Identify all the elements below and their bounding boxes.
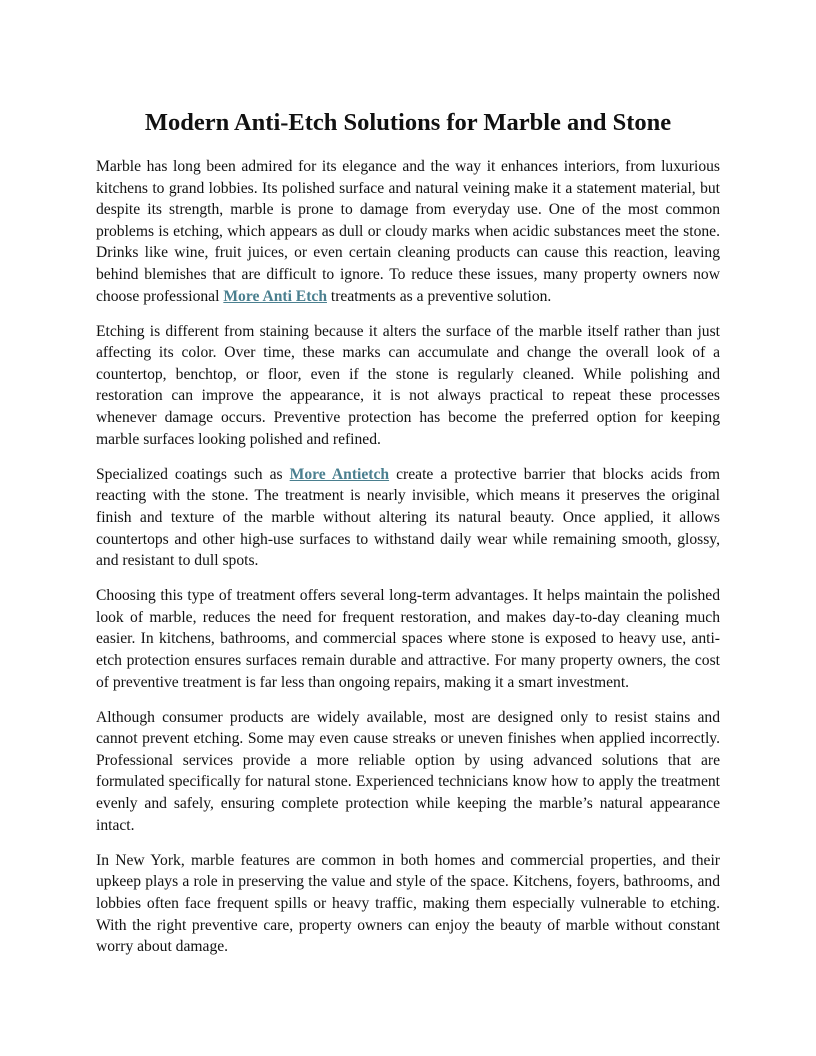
paragraph-text: Marble has long been admired for its elegance and the way it enhances interiors, from luxurious kitchens to grand lobbies. Its polished surface and natural veining make it a statement material, but despite its strength, marble is prone to damage from everyday use. One of the most common problems is etching, which appears as dull or cloudy marks when acidic substances meet the stone. Drinks like wine, fruit juices, or even certain cleaning products can cause this reaction, leaving behind blemishes that are difficult to ignore. To reduce these issues, many property owners now choose professional [96, 158, 720, 305]
paragraph-5: Although consumer products are widely available, most are designed only to resist stains and cannot prevent etching. Some may even cause streaks or uneven finishes when applied incorrectly. Professional services provide a more reliable option by using advanced solutions that are formulated specifically for natural stone. Experienced technicians know how to apply the treatment evenly and safely, ensuring complete protection while keeping the marble’s natural appearance intact. [96, 708, 720, 834]
paragraph-3 [96, 464, 720, 572]
document-page [96, 108, 720, 971]
more-anti-etch-link[interactable]: More Anti Etch [223, 287, 327, 305]
paragraph-6: In New York, marble features are common in both homes and commercial properties, and their upkeep plays a role in preserving the value and style of the space. Kitchens, foyers, bathrooms, and lobbies often face frequent spills or heavy traffic, making them especially vulnerable to etching. With the right preventive care, property owners can enjoy the beauty of marble without constant worry about damage. [96, 851, 720, 956]
paragraph-4: Choosing this type of treatment offers several long-term advantages. It helps maintain the polished look of marble, reduces the need for frequent restoration, and makes day-to-day cleaning much easier. In kitchens, bathrooms, and commercial spaces where stone is exposed to heavy use, anti-etch protection ensures surfaces remain durable and attractive. For many property owners, the cost of preventive treatment is far less than ongoing repairs, making it a smart investment. [96, 587, 720, 691]
more-antietch-link[interactable]: More Antietch [289, 465, 390, 483]
paragraph-1 [96, 156, 720, 307]
document-title: Modern Anti-Etch Solutions for Marble and Stone [144, 109, 672, 136]
paragraph-2: Etching is different from staining because it alters the surface of the marble itself rather than just affecting its color. Over time, these marks can accumulate and change the overall look of a countertop, benchtop, or floor, even if the stone is regularly cleaned. While polishing and restoration can improve the appearance, it is not always practical to repeat these processes whenever damage occurs. Preventive protection has become the preferred option for keeping marble surfaces looking polished and refined. [96, 322, 720, 448]
paragraph-text: treatments as a preventive solution. [327, 287, 552, 305]
paragraph-text: create a protective barrier that blocks acids from reacting with the stone. The treatment is nearly invisible, which means it preserves the original finish and texture of the marble without altering its natural beauty. Once applied, it allows countertops and other high-use surfaces to withstand daily wear while remaining smooth, glossy, and resistant to dull spots. [96, 465, 720, 570]
paragraph-text: Specialized coatings such as [96, 465, 290, 483]
